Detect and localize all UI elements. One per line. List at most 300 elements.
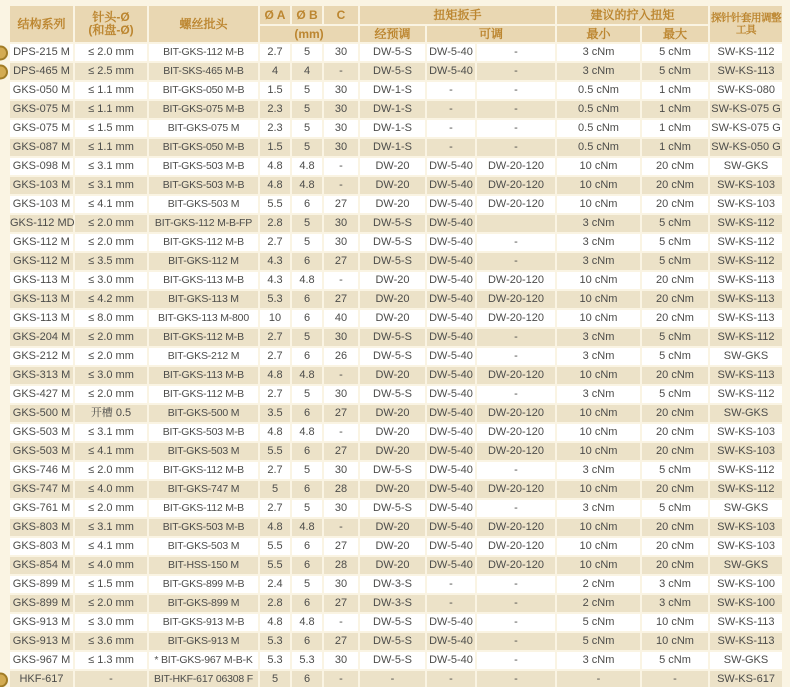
- cell-preset: DW-5-S: [359, 43, 426, 62]
- cell-adj2: DW-20-120: [476, 518, 556, 537]
- cell-adj1: DW-5-40: [426, 252, 476, 271]
- cell-tool: SW-KS-103: [709, 442, 783, 461]
- cell-a: 2.7: [259, 385, 291, 404]
- cell-series: GKS-503 M: [9, 442, 74, 461]
- cell-min: 10 cNm: [556, 309, 641, 328]
- cell-series: GKS-913 M: [9, 632, 74, 651]
- cell-adj2: DW-20-120: [476, 537, 556, 556]
- cell-preset: DW-20: [359, 271, 426, 290]
- cell-min: 3 cNm: [556, 62, 641, 81]
- cell-series: GKS-112 M: [9, 233, 74, 252]
- cell-a: 3.5: [259, 404, 291, 423]
- cell-min: 10 cNm: [556, 366, 641, 385]
- cell-adj2: -: [476, 499, 556, 518]
- cell-c: -: [323, 176, 359, 195]
- col-header-recommended-torque: 建议的拧入扭矩: [556, 5, 709, 25]
- cell-b: 4.8: [291, 176, 323, 195]
- cell-b: 5.3: [291, 651, 323, 670]
- cell-a: 1.5: [259, 81, 291, 100]
- cell-adj2: DW-20-120: [476, 423, 556, 442]
- cell-adj2: -: [476, 43, 556, 62]
- cell-b: 5: [291, 138, 323, 157]
- col-header-tool: 探针针套用调整工具: [709, 5, 783, 43]
- table-row: [9, 423, 783, 442]
- cell-b: 6: [291, 347, 323, 366]
- cell-adj1: DW-5-40: [426, 271, 476, 290]
- col-header-torque-wrench: 扭矩扳手: [359, 5, 556, 25]
- cell-bit: BIT-GKS-112 M-B-FP: [148, 214, 259, 233]
- cell-b: 4.8: [291, 157, 323, 176]
- cell-preset: DW-5-S: [359, 461, 426, 480]
- table-row: [9, 176, 783, 195]
- cell-tool: SW-KS-113: [709, 271, 783, 290]
- cell-max: 1 cNm: [641, 81, 709, 100]
- cell-bit: BIT-GKS-112 M-B: [148, 499, 259, 518]
- cell-preset: DW-5-S: [359, 651, 426, 670]
- cell-max: 5 cNm: [641, 328, 709, 347]
- cell-bit: BIT-GKS-747 M: [148, 480, 259, 499]
- cell-preset: DW-1-S: [359, 100, 426, 119]
- cell-max: 20 cNm: [641, 556, 709, 575]
- cell-preset: DW-5-S: [359, 233, 426, 252]
- cell-a: 2.3: [259, 100, 291, 119]
- cell-adj1: DW-5-40: [426, 62, 476, 81]
- cell-a: 5.3: [259, 632, 291, 651]
- cell-a: 2.7: [259, 43, 291, 62]
- cell-a: 2.7: [259, 233, 291, 252]
- cell-adj1: DW-5-40: [426, 157, 476, 176]
- table-body: [9, 43, 783, 687]
- col-header-dia-b: Ø B: [291, 5, 323, 25]
- cell-bit: BIT-GKS-112 M-B: [148, 233, 259, 252]
- cell-a: 2.7: [259, 461, 291, 480]
- cell-b: 6: [291, 632, 323, 651]
- cell-adj2: DW-20-120: [476, 404, 556, 423]
- cell-c: 26: [323, 347, 359, 366]
- cell-a: 4: [259, 62, 291, 81]
- table-row: [9, 119, 783, 138]
- cell-b: 5: [291, 233, 323, 252]
- cell-series: GKS-427 M: [9, 385, 74, 404]
- cell-max: 20 cNm: [641, 442, 709, 461]
- cell-tool: SW-KS-112: [709, 252, 783, 271]
- cell-bit: BIT-GKS-112 M-B: [148, 385, 259, 404]
- cell-a: 2.4: [259, 575, 291, 594]
- cell-b: 4.8: [291, 423, 323, 442]
- cell-max: 10 cNm: [641, 613, 709, 632]
- cell-needle: ≤ 2.0 mm: [74, 43, 148, 62]
- cell-adj1: DW-5-40: [426, 613, 476, 632]
- cell-adj2: -: [476, 461, 556, 480]
- cell-min: 10 cNm: [556, 176, 641, 195]
- cell-min: 0.5 cNm: [556, 81, 641, 100]
- cell-c: 27: [323, 632, 359, 651]
- cell-bit: BIT-GKS-113 M-800: [148, 309, 259, 328]
- col-header-bit: 螺丝批头: [148, 5, 259, 43]
- cell-needle: ≤ 2.0 mm: [74, 594, 148, 613]
- cell-adj1: DW-5-40: [426, 366, 476, 385]
- cell-preset: DW-5-S: [359, 252, 426, 271]
- cell-tool: SW-KS-113: [709, 632, 783, 651]
- cell-b: 4.8: [291, 518, 323, 537]
- cell-a: 2.3: [259, 119, 291, 138]
- cell-series: GKS-913 M: [9, 613, 74, 632]
- cell-tool: SW-KS-075 G: [709, 100, 783, 119]
- cell-max: 20 cNm: [641, 309, 709, 328]
- cell-max: 20 cNm: [641, 404, 709, 423]
- cell-needle: ≤ 4.1 mm: [74, 442, 148, 461]
- cell-a: 5.3: [259, 651, 291, 670]
- cell-bit: BIT-GKS-503 M: [148, 537, 259, 556]
- cell-needle: ≤ 3.1 mm: [74, 176, 148, 195]
- cell-adj2: -: [476, 385, 556, 404]
- cell-series: GKS-854 M: [9, 556, 74, 575]
- cell-max: 5 cNm: [641, 214, 709, 233]
- cell-b: 5: [291, 214, 323, 233]
- cell-preset: DW-5-S: [359, 347, 426, 366]
- cell-max: 5 cNm: [641, 62, 709, 81]
- cell-min: 10 cNm: [556, 271, 641, 290]
- needle-header-line1: 针头-Ø: [92, 10, 130, 24]
- cell-c: 27: [323, 442, 359, 461]
- cell-min: 3 cNm: [556, 214, 641, 233]
- cell-needle: ≤ 3.1 mm: [74, 157, 148, 176]
- cell-min: 3 cNm: [556, 651, 641, 670]
- cell-needle: ≤ 2.0 mm: [74, 461, 148, 480]
- cell-bit: BIT-GKS-503 M-B: [148, 157, 259, 176]
- cell-b: 6: [291, 195, 323, 214]
- cell-bit: BIT-GKS-112 M-B: [148, 461, 259, 480]
- cell-bit: BIT-GKS-899 M-B: [148, 575, 259, 594]
- cell-c: -: [323, 518, 359, 537]
- cell-needle: ≤ 3.1 mm: [74, 423, 148, 442]
- col-header-series: 结构系列: [9, 5, 74, 43]
- table-row: [9, 157, 783, 176]
- cell-c: 28: [323, 480, 359, 499]
- cell-adj1: DW-5-40: [426, 347, 476, 366]
- cell-adj2: -: [476, 252, 556, 271]
- cell-c: 30: [323, 43, 359, 62]
- table-row: [9, 499, 783, 518]
- cell-preset: DW-20: [359, 195, 426, 214]
- cell-min: 10 cNm: [556, 157, 641, 176]
- cell-tool: SW-KS-112: [709, 43, 783, 62]
- cell-min: 10 cNm: [556, 442, 641, 461]
- cell-bit: BIT-GKS-112 M: [148, 252, 259, 271]
- cell-c: 28: [323, 556, 359, 575]
- cell-a: 4.3: [259, 271, 291, 290]
- cell-needle: ≤ 2.0 mm: [74, 499, 148, 518]
- cell-preset: DW-5-S: [359, 328, 426, 347]
- cell-c: -: [323, 366, 359, 385]
- cell-b: 6: [291, 442, 323, 461]
- cell-series: GKS-761 M: [9, 499, 74, 518]
- cell-max: 3 cNm: [641, 594, 709, 613]
- cell-adj2: DW-20-120: [476, 556, 556, 575]
- header-row-1: [9, 5, 783, 25]
- table-row: [9, 214, 783, 233]
- cell-preset: DW-5-S: [359, 62, 426, 81]
- cell-max: 5 cNm: [641, 651, 709, 670]
- cell-adj2: DW-20-120: [476, 366, 556, 385]
- cell-c: -: [323, 423, 359, 442]
- table-row: [9, 537, 783, 556]
- cell-c: 30: [323, 575, 359, 594]
- cell-a: 4.8: [259, 176, 291, 195]
- cell-a: 2.7: [259, 328, 291, 347]
- cell-adj2: DW-20-120: [476, 290, 556, 309]
- cell-tool: SW-KS-100: [709, 594, 783, 613]
- cell-max: 3 cNm: [641, 575, 709, 594]
- cell-preset: DW-20: [359, 157, 426, 176]
- cell-adj2: -: [476, 575, 556, 594]
- cell-b: 5: [291, 385, 323, 404]
- cell-b: 6: [291, 309, 323, 328]
- cell-max: 5 cNm: [641, 252, 709, 271]
- table-row: [9, 328, 783, 347]
- cell-series: GKS-103 M: [9, 195, 74, 214]
- cell-c: -: [323, 271, 359, 290]
- table-row: [9, 575, 783, 594]
- cell-c: 30: [323, 138, 359, 157]
- cell-a: 10: [259, 309, 291, 328]
- table-row: [9, 81, 783, 100]
- cell-c: 27: [323, 404, 359, 423]
- cell-a: 4.3: [259, 252, 291, 271]
- cell-tool: SW-KS-113: [709, 366, 783, 385]
- cell-adj2: -: [476, 670, 556, 687]
- row-marker-icon: [0, 64, 8, 79]
- col-header-min: 最小: [556, 25, 641, 43]
- cell-needle: ≤ 3.1 mm: [74, 518, 148, 537]
- cell-series: GKS-113 M: [9, 271, 74, 290]
- cell-b: 4: [291, 62, 323, 81]
- table-row: [9, 518, 783, 537]
- cell-series: GKS-313 M: [9, 366, 74, 385]
- cell-adj2: -: [476, 613, 556, 632]
- cell-tool: SW-KS-080: [709, 81, 783, 100]
- cell-b: 5: [291, 328, 323, 347]
- cell-c: -: [323, 62, 359, 81]
- cell-min: 0.5 cNm: [556, 100, 641, 119]
- cell-c: 30: [323, 100, 359, 119]
- cell-min: 3 cNm: [556, 461, 641, 480]
- cell-c: 27: [323, 594, 359, 613]
- cell-bit: BIT-GKS-503 M-B: [148, 176, 259, 195]
- cell-adj1: DW-5-40: [426, 328, 476, 347]
- cell-adj1: DW-5-40: [426, 290, 476, 309]
- table-row: [9, 233, 783, 252]
- cell-min: 10 cNm: [556, 480, 641, 499]
- cell-c: 30: [323, 233, 359, 252]
- table-row: [9, 442, 783, 461]
- table-row: [9, 252, 783, 271]
- catalog-page: [0, 4, 790, 687]
- cell-needle: -: [74, 670, 148, 687]
- cell-bit: BIT-GKS-503 M-B: [148, 423, 259, 442]
- cell-adj1: DW-5-40: [426, 461, 476, 480]
- cell-max: 5 cNm: [641, 385, 709, 404]
- cell-needle: ≤ 4.0 mm: [74, 480, 148, 499]
- table-row: [9, 594, 783, 613]
- cell-needle: ≤ 2.0 mm: [74, 233, 148, 252]
- cell-max: 5 cNm: [641, 43, 709, 62]
- cell-c: 30: [323, 499, 359, 518]
- table-row: [9, 309, 783, 328]
- cell-tool: SW-KS-103: [709, 195, 783, 214]
- cell-a: 2.7: [259, 347, 291, 366]
- cell-series: GKS-075 M: [9, 119, 74, 138]
- cell-b: 6: [291, 290, 323, 309]
- cell-bit: BIT-GKS-899 M: [148, 594, 259, 613]
- cell-tool: SW-KS-112: [709, 461, 783, 480]
- cell-preset: DW-20: [359, 176, 426, 195]
- cell-tool: SW-GKS: [709, 347, 783, 366]
- cell-adj2: DW-20-120: [476, 480, 556, 499]
- cell-c: 27: [323, 195, 359, 214]
- cell-adj1: DW-5-40: [426, 176, 476, 195]
- cell-needle: ≤ 2.5 mm: [74, 62, 148, 81]
- cell-tool: SW-KS-112: [709, 233, 783, 252]
- cell-preset: DW-1-S: [359, 81, 426, 100]
- cell-c: 30: [323, 651, 359, 670]
- cell-needle: ≤ 2.0 mm: [74, 214, 148, 233]
- cell-adj1: DW-5-40: [426, 499, 476, 518]
- cell-series: GKS-113 M: [9, 309, 74, 328]
- cell-tool: SW-KS-103: [709, 176, 783, 195]
- cell-preset: DW-20: [359, 366, 426, 385]
- cell-needle: ≤ 1.5 mm: [74, 119, 148, 138]
- cell-tool: SW-KS-617: [709, 670, 783, 687]
- cell-adj2: -: [476, 651, 556, 670]
- cell-b: 5: [291, 100, 323, 119]
- cell-bit: BIT-GKS-503 M: [148, 195, 259, 214]
- cell-adj1: DW-5-40: [426, 651, 476, 670]
- cell-min: 3 cNm: [556, 347, 641, 366]
- col-header-adjustable: 可调: [426, 25, 556, 43]
- table-row: [9, 556, 783, 575]
- col-header-mm-unit: (mm): [259, 25, 359, 43]
- cell-adj1: DW-5-40: [426, 233, 476, 252]
- cell-needle: ≤ 1.1 mm: [74, 81, 148, 100]
- cell-a: 2.7: [259, 499, 291, 518]
- cell-adj1: -: [426, 575, 476, 594]
- table-row: [9, 347, 783, 366]
- table-row: [9, 385, 783, 404]
- cell-max: 20 cNm: [641, 518, 709, 537]
- cell-min: 10 cNm: [556, 556, 641, 575]
- cell-b: 4.8: [291, 366, 323, 385]
- cell-c: 30: [323, 385, 359, 404]
- cell-preset: -: [359, 670, 426, 687]
- table-row: [9, 404, 783, 423]
- cell-needle: ≤ 1.1 mm: [74, 100, 148, 119]
- cell-max: 20 cNm: [641, 157, 709, 176]
- cell-bit: * BIT-GKS-967 M-B-K: [148, 651, 259, 670]
- cell-series: GKS-746 M: [9, 461, 74, 480]
- cell-needle: ≤ 8.0 mm: [74, 309, 148, 328]
- cell-series: GKS-113 M: [9, 290, 74, 309]
- cell-max: 20 cNm: [641, 176, 709, 195]
- cell-preset: DW-20: [359, 518, 426, 537]
- cell-series: GKS-112 MD: [9, 214, 74, 233]
- cell-min: 2 cNm: [556, 594, 641, 613]
- cell-adj1: DW-5-40: [426, 309, 476, 328]
- table-row: [9, 290, 783, 309]
- cell-max: 20 cNm: [641, 480, 709, 499]
- cell-bit: BIT-GKS-503 M: [148, 442, 259, 461]
- table-row: [9, 480, 783, 499]
- cell-a: 1.5: [259, 138, 291, 157]
- cell-tool: SW-KS-112: [709, 328, 783, 347]
- cell-max: -: [641, 670, 709, 687]
- cell-adj2: -: [476, 100, 556, 119]
- table-row: [9, 138, 783, 157]
- cell-min: 3 cNm: [556, 328, 641, 347]
- cell-preset: DW-20: [359, 404, 426, 423]
- cell-needle: ≤ 3.0 mm: [74, 271, 148, 290]
- cell-c: 40: [323, 309, 359, 328]
- cell-c: 30: [323, 461, 359, 480]
- cell-needle: ≤ 2.0 mm: [74, 328, 148, 347]
- cell-needle: ≤ 3.0 mm: [74, 366, 148, 385]
- cell-max: 5 cNm: [641, 499, 709, 518]
- cell-needle: ≤ 4.2 mm: [74, 290, 148, 309]
- cell-a: 5.3: [259, 290, 291, 309]
- cell-bit: BIT-HSS-150 M: [148, 556, 259, 575]
- cell-b: 6: [291, 252, 323, 271]
- cell-needle: ≤ 1.3 mm: [74, 651, 148, 670]
- cell-tool: SW-KS-113: [709, 309, 783, 328]
- cell-bit: BIT-GKS-113 M-B: [148, 366, 259, 385]
- cell-min: 0.5 cNm: [556, 119, 641, 138]
- cell-series: GKS-503 M: [9, 423, 74, 442]
- row-marker-icon: [0, 45, 8, 60]
- cell-series: GKS-103 M: [9, 176, 74, 195]
- cell-needle: ≤ 1.1 mm: [74, 138, 148, 157]
- cell-preset: DW-3-S: [359, 594, 426, 613]
- cell-min: 3 cNm: [556, 233, 641, 252]
- table-row: [9, 195, 783, 214]
- cell-tool: SW-GKS: [709, 499, 783, 518]
- cell-adj1: DW-5-40: [426, 537, 476, 556]
- cell-tool: SW-KS-112: [709, 385, 783, 404]
- cell-bit: BIT-GKS-913 M-B: [148, 613, 259, 632]
- cell-a: 4.8: [259, 613, 291, 632]
- cell-max: 20 cNm: [641, 195, 709, 214]
- cell-min: 3 cNm: [556, 385, 641, 404]
- cell-a: 5.5: [259, 195, 291, 214]
- cell-adj1: -: [426, 100, 476, 119]
- cell-min: 10 cNm: [556, 195, 641, 214]
- cell-needle: ≤ 4.1 mm: [74, 195, 148, 214]
- cell-series: HKF-617: [9, 670, 74, 687]
- cell-preset: DW-20: [359, 423, 426, 442]
- cell-series: DPS-215 M: [9, 43, 74, 62]
- cell-c: 30: [323, 214, 359, 233]
- cell-b: 6: [291, 594, 323, 613]
- cell-max: 1 cNm: [641, 119, 709, 138]
- cell-max: 20 cNm: [641, 366, 709, 385]
- cell-tool: SW-KS-112: [709, 214, 783, 233]
- cell-min: 2 cNm: [556, 575, 641, 594]
- cell-adj2: -: [476, 138, 556, 157]
- cell-bit: BIT-GKS-075 M-B: [148, 100, 259, 119]
- cell-a: 5: [259, 480, 291, 499]
- cell-adj1: DW-5-40: [426, 404, 476, 423]
- cell-bit: BIT-GKS-112 M-B: [148, 43, 259, 62]
- cell-tool: SW-KS-103: [709, 537, 783, 556]
